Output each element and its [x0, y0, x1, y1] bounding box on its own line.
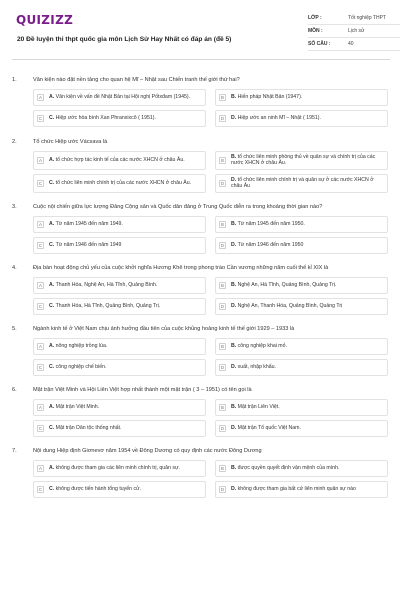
question-1	[12, 77, 388, 127]
option-body: Từ năm 1946 đến năm 1950	[237, 241, 304, 248]
answer-option-b[interactable]	[215, 216, 388, 233]
option-letter-box: D	[220, 486, 225, 492]
answer-option-a[interactable]	[33, 277, 206, 294]
option-letter-label: A	[49, 403, 53, 410]
question-3	[12, 204, 388, 254]
option-letter-label: A	[49, 220, 53, 227]
question-number: 5.	[12, 325, 17, 332]
option-body: Mặt trận Dân tộc thống nhất.	[55, 424, 122, 431]
answer-option-d[interactable]	[215, 237, 388, 254]
answer-option-a[interactable]	[33, 399, 206, 416]
answer-options	[33, 151, 388, 193]
option-body: Hiến pháp Nhật Bản (1947).	[237, 94, 303, 101]
option-letter-label: B	[231, 464, 235, 471]
option-text: D. Từ năm 1946 đến năm 1950	[231, 241, 304, 248]
option-text: C. Từ năm 1946 đến năm 1949	[49, 241, 122, 248]
meta-label: SỐ CÂU :	[308, 41, 331, 47]
option-letter-box: D	[220, 425, 225, 431]
option-text: B. Mặt trận Liên Việt.	[231, 403, 280, 410]
answer-option-c[interactable]	[33, 110, 206, 127]
option-letter-box: A	[37, 465, 44, 472]
option-letter-label: A	[49, 464, 53, 471]
option-body: không được tham gia bất cứ liên minh quân sự nào	[237, 485, 356, 492]
option-body: Thanh Hóa, Nghệ An, Hà Tĩnh, Quảng Bình.	[55, 281, 158, 288]
option-text: C. tổ chức liên minh chính trị của các nước XHCN ở châu Âu.	[49, 180, 192, 187]
option-text: A. nông nghiệp trồng lúa.	[49, 342, 108, 349]
question-list	[12, 77, 388, 498]
option-text: B. được quyền quyết định vận mệnh của mình.	[231, 464, 340, 471]
question-header	[12, 265, 388, 272]
answer-option-c[interactable]	[33, 237, 206, 254]
answer-options	[33, 216, 388, 254]
question-text: Ngành kinh tế ở Việt Nam chịu ảnh hưởng đầu tiên của cuộc khủng hoảng kinh tế thế giới 1929 – 1933 là	[33, 325, 295, 332]
option-letter-box: B	[219, 282, 226, 289]
answer-option-a[interactable]	[33, 89, 206, 106]
answer-option-c[interactable]	[33, 420, 206, 437]
answer-option-c[interactable]	[33, 298, 206, 315]
option-body: tổ chức liên minh chính trị của các nước XHCN ở châu Âu.	[55, 180, 192, 187]
option-letter-label: C	[49, 241, 53, 248]
option-letter-box: D	[220, 180, 225, 186]
option-letter-label: C	[49, 485, 53, 492]
answer-option-a[interactable]	[33, 460, 206, 477]
option-text: D. tổ chức liên minh chính trị và quân sự ở các nước XHCN ở châu Âu	[231, 176, 374, 190]
option-text: A. tổ chức hợp tác kinh tế của các nước XHCN ở châu Âu.	[49, 157, 185, 164]
question-text: Mặt trận Việt Minh và Hội Liên Việt hợp nhất thành một mặt trận ( 3 – 1951) có tên gọi là	[33, 386, 252, 393]
option-letter-box: C	[38, 303, 43, 309]
option-body: Từ năm 1945 đến năm 1950.	[237, 220, 305, 227]
option-letter-box: B	[219, 465, 226, 472]
question-header	[12, 326, 388, 333]
answer-options	[33, 399, 388, 437]
option-text: C. Mặt trận Dân tộc thống nhất.	[49, 424, 122, 431]
option-text: A. Thanh Hóa, Nghệ An, Hà Tĩnh, Quảng Bình.	[49, 281, 158, 288]
option-letter-box: B	[219, 221, 226, 228]
option-body: Mặt trận Liên Việt.	[237, 403, 280, 410]
answer-options	[33, 89, 388, 127]
option-text: D. Nghệ An, Thanh Hóa, Quảng Bình, Quảng Trị	[231, 302, 343, 309]
option-letter-label: D	[231, 363, 235, 370]
option-letter-label: A	[49, 94, 53, 101]
answer-options	[33, 277, 388, 315]
option-letter-box: C	[38, 425, 43, 431]
option-letter-label: C	[49, 302, 53, 309]
answer-option-b[interactable]	[215, 277, 388, 294]
question-text: Nội dung Hiệp định Giơnevơ năm 1954 về Đông Dương có quy định các nước Đông Dương	[33, 447, 262, 454]
option-letter-label: C	[49, 424, 53, 431]
answer-options	[33, 338, 388, 376]
option-body: Nghệ An, Hà Tĩnh, Quảng Bình, Quảng Trị.	[237, 281, 337, 288]
answer-option-c[interactable]	[33, 481, 206, 498]
answer-option-d[interactable]	[215, 359, 388, 376]
option-text: D. Mặt trận Tổ quốc Việt Nam.	[231, 424, 301, 431]
option-body: Từ năm 1945 đến năm 1949.	[55, 220, 123, 227]
option-letter-label: B	[231, 94, 235, 101]
option-body: Mặt trận Việt Minh.	[55, 403, 100, 410]
answer-option-d[interactable]	[215, 298, 388, 315]
question-text: Tổ chức Hiệp ước Vácsava là	[33, 139, 108, 145]
meta-value: 40	[348, 41, 354, 47]
document-header	[12, 8, 390, 60]
question-6	[12, 387, 388, 437]
option-body: tổ chức hợp tác kinh tế của các nước XHCN ở châu Âu.	[55, 157, 185, 164]
option-letter-label: B	[231, 154, 235, 160]
option-letter-box: A	[37, 157, 44, 164]
option-letter-box: A	[37, 94, 44, 101]
option-text: A. Văn kiện về vấn đề Nhật Bản tại Hội nghị Pốtxđam (1945).	[49, 94, 191, 101]
option-letter-box: B	[219, 94, 226, 101]
option-letter-box: C	[38, 364, 43, 370]
option-text: B. công nghiệp khai mỏ.	[231, 342, 287, 349]
option-text: B. Hiến pháp Nhật Bản (1947).	[231, 94, 303, 101]
question-number: 7.	[12, 447, 17, 454]
option-letter-label: B	[231, 281, 235, 288]
question-header	[12, 387, 388, 394]
meta-value: Tốt nghiệp THPT	[348, 15, 386, 21]
answer-option-c[interactable]	[33, 359, 206, 376]
option-text: A. Từ năm 1945 đến năm 1949.	[49, 220, 123, 227]
option-text: D. xuất, nhập khẩu.	[231, 363, 276, 370]
question-number: 1.	[12, 77, 17, 83]
answer-option-d[interactable]	[215, 481, 388, 498]
question-number: 2.	[12, 139, 17, 145]
answer-options	[33, 460, 388, 498]
option-letter-box: C	[38, 180, 43, 186]
question-4	[12, 265, 388, 315]
meta-row-count	[308, 38, 400, 51]
quizizz-logo: QUIZIZZ	[16, 13, 74, 27]
answer-option-a[interactable]	[33, 338, 206, 355]
answer-option-b[interactable]	[215, 399, 388, 416]
option-text: A. Mặt trận Việt Minh.	[49, 403, 100, 410]
option-letter-box: A	[37, 343, 44, 350]
option-body: Mặt trận Tổ quốc Việt Nam.	[237, 424, 301, 431]
option-letter-label: D	[231, 302, 235, 309]
option-letter-box: C	[38, 242, 43, 248]
meta-table	[308, 12, 400, 51]
question-header	[12, 139, 388, 146]
option-letter-label: A	[49, 157, 53, 164]
answer-option-c[interactable]	[33, 174, 206, 193]
option-letter-label: C	[49, 180, 53, 187]
option-letter-label: D	[231, 424, 235, 431]
meta-label: LỚP :	[308, 15, 322, 21]
option-body: được quyền quyết định vận mệnh của mình.	[237, 464, 340, 471]
answer-option-b[interactable]	[215, 460, 388, 477]
question-header	[12, 204, 388, 211]
answer-option-a[interactable]	[33, 151, 206, 170]
option-body: Hiệp ước an ninh Mĩ – Nhật ( 1951).	[237, 115, 321, 122]
option-letter-label: B	[231, 342, 235, 349]
meta-row-subject	[308, 25, 400, 38]
option-letter-box: B	[219, 343, 226, 350]
option-letter-box: D	[220, 242, 225, 248]
option-letter-label: C	[49, 363, 53, 370]
meta-value: Lịch sử	[348, 28, 365, 34]
option-text: B. tổ chức liên minh phòng thủ về quân sự và chính trị của các nước XHCN ở châu Âu.	[231, 154, 376, 167]
question-7	[12, 448, 388, 498]
option-text: B. Nghệ An, Hà Tĩnh, Quảng Bình, Quảng Trị.	[231, 281, 337, 288]
option-body: nông nghiệp trồng lúa.	[55, 342, 108, 349]
option-text: C. Hiệp ước hòa bình Xan Phranxixcô ( 1951).	[49, 115, 156, 122]
option-text: C. không được tiến hành tổng tuyển cử.	[49, 485, 141, 492]
answer-option-d[interactable]	[215, 420, 388, 437]
option-letter-label: D	[231, 115, 235, 122]
option-text: B. Từ năm 1945 đến năm 1950.	[231, 220, 305, 227]
answer-option-d[interactable]	[215, 174, 388, 193]
question-number: 3.	[12, 203, 17, 210]
question-header	[12, 77, 388, 84]
option-letter-label: B	[231, 403, 235, 410]
option-letter-box: B	[219, 404, 226, 411]
option-letter-box: D	[220, 303, 225, 309]
option-body: xuất, nhập khẩu.	[237, 363, 276, 370]
option-letter-box: D	[220, 116, 225, 121]
question-5	[12, 326, 388, 376]
option-letter-box: A	[37, 404, 44, 411]
option-text: D. Hiệp ước an ninh Mĩ – Nhật ( 1951).	[231, 115, 321, 122]
question-number: 4.	[12, 264, 17, 271]
option-body: công nghiệp chế biến.	[55, 363, 107, 370]
option-body: tổ chức liên minh chính trị và quân sự ở các nước XHCN ở châu Âu	[231, 176, 374, 190]
option-body: tổ chức liên minh phòng thủ về quân sự và chính trị của các nước XHCN ở châu Âu.	[231, 154, 376, 167]
question-2	[12, 139, 388, 193]
option-body: công nghiệp khai mỏ.	[237, 342, 287, 349]
option-body: không được tiến hành tổng tuyển cử.	[55, 485, 141, 492]
option-body: Từ năm 1946 đến năm 1949	[55, 241, 122, 248]
option-letter-label: C	[49, 115, 53, 122]
option-text: A. không được tham gia các liên minh chính trị, quân sự.	[49, 464, 180, 471]
option-letter-label: A	[49, 281, 53, 288]
answer-option-b[interactable]	[215, 338, 388, 355]
option-letter-label: A	[49, 342, 53, 349]
option-body: Văn kiện về vấn đề Nhật Bản tại Hội nghị Pốtxđam (1945).	[55, 94, 191, 101]
question-number: 6.	[12, 386, 17, 393]
option-letter-box: B	[219, 157, 226, 164]
option-text: C. công nghiệp chế biến.	[49, 363, 107, 370]
option-letter-box: A	[37, 282, 44, 289]
question-text: Địa bàn hoạt động chủ yếu của cuộc khởi nghĩa Hương Khê trong phong trào Cần vương những năm cuối thế kỉ XIX là	[33, 264, 329, 271]
option-body: Thanh Hóa, Hà Tĩnh, Quảng Bình, Quảng Trị.	[55, 302, 161, 309]
option-letter-label: D	[231, 176, 235, 183]
question-text: Văn kiện nào đặt nền tảng cho quan hệ Mĩ – Nhật sau Chiến tranh thế giới thứ hai?	[33, 77, 240, 83]
option-body: Nghệ An, Thanh Hóa, Quảng Bình, Quảng Trị	[237, 302, 343, 309]
option-letter-label: D	[231, 241, 235, 248]
option-letter-box: A	[37, 221, 44, 228]
question-header	[12, 448, 388, 455]
option-body: không được tham gia các liên minh chính trị, quân sự.	[55, 464, 180, 471]
question-text: Cuộc nội chiến giữa lực lượng Đảng Cộng sản và Quốc dân đảng ở Trung Quốc diễn ra trong khoảng thời gian nào?	[33, 203, 323, 210]
option-text: C. Thanh Hóa, Hà Tĩnh, Quảng Bình, Quảng Trị.	[49, 302, 161, 309]
option-letter-box: C	[38, 486, 43, 492]
answer-option-a[interactable]	[33, 216, 206, 233]
option-letter-box: D	[220, 364, 225, 370]
option-body: Hiệp ước hòa bình Xan Phranxixcô ( 1951).	[55, 115, 156, 122]
option-letter-label: D	[231, 485, 235, 492]
answer-option-b[interactable]	[215, 89, 388, 106]
meta-row-class	[308, 12, 400, 25]
meta-label: MÔN :	[308, 28, 323, 34]
option-text: D. không được tham gia bất cứ liên minh quân sự nào	[231, 485, 356, 492]
answer-option-b[interactable]	[215, 151, 388, 170]
option-letter-box: C	[38, 116, 43, 121]
answer-option-d[interactable]	[215, 110, 388, 127]
document-title: 20 Đề luyện thi thpt quốc gia môn Lịch Sử Hay Nhất có đáp án (đề 5)	[17, 36, 232, 43]
option-letter-label: B	[231, 220, 235, 227]
